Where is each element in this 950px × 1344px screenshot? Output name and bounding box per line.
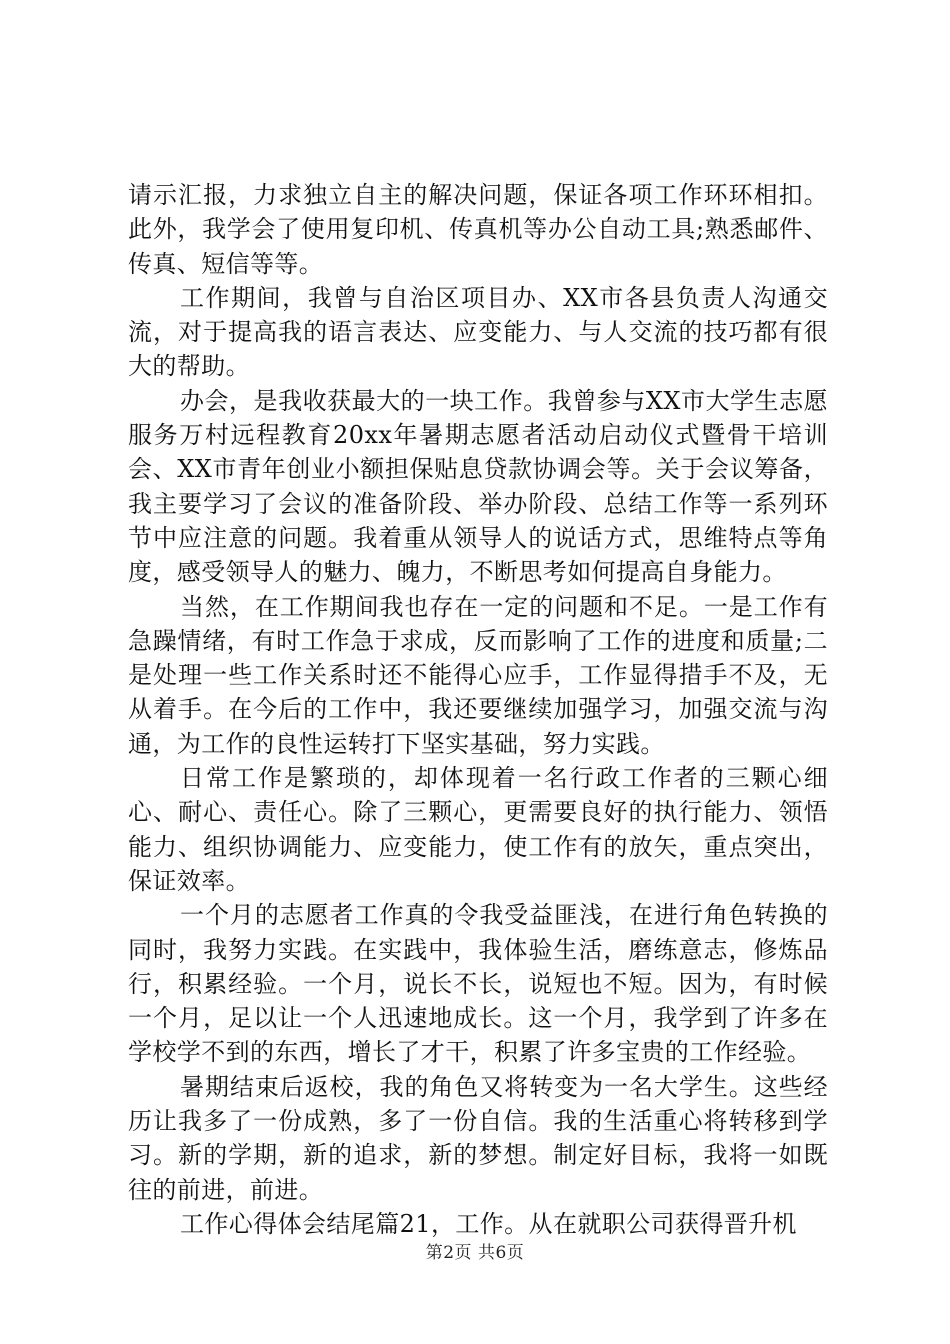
- document-body: [128, 178, 828, 1241]
- paragraph-1: 请示汇报，力求独立自主的解决问题，保证各项工作环环相扣。此外，我学会了使用复印机、传真机等办公自动工具;熟悉邮件、传真、短信等等。: [128, 181, 828, 278]
- paragraph-4: 当然，在工作期间我也存在一定的问题和不足。一是工作有急躁情绪，有时工作急于求成，反而影响了工作的进度和质量;二是处理一些工作关系时还不能得心应手，工作显得措手不及，无从着手。在今后的工作中，我还要继续加强学习，加强交流与沟通，为工作的良性运转打下坚实基础，努力实践。: [128, 592, 828, 758]
- paragraph-7: 暑期结束后返校，我的角色又将转变为一名大学生。这些经历让我多了一份成熟，多了一份自信。我的生活重心将转移到学习。新的学期，新的追求，新的梦想。制定好目标，我将一如既往的前进，前进。: [128, 1072, 828, 1204]
- paragraph-5: 日常工作是繁琐的，却体现着一名行政工作者的三颗心细心、耐心、责任心。除了三颗心，更需要良好的执行能力、领悟能力、组织协调能力、应变能力，使工作有的放矢，重点突出，保证效率。: [128, 764, 828, 895]
- paragraph-3: 办会，是我收获最大的一块工作。我曾参与XX市大学生志愿服务万村远程教育20xx年暑期志愿者活动启动仪式暨骨干培训会、XX市青年创业小额担保贴息贷款协调会等。关于会议筹备，我主要学习了会议的准备阶段、举办阶段、总结工作等一系列环节中应注意的问题。我着重从领导人的说话方式，思维特点等角度，感受领导人的魅力、魄力，不断思考如何提高自身能力。: [128, 386, 828, 587]
- paragraph-6: 一个月的志愿者工作真的令我受益匪浅，在进行角色转换的同时，我努力实践。在实践中，我体验生活，磨练意志，修炼品行，积累经验。一个月，说长不长，说短也不短。因为，有时候一个月，足以让一个人迅速地成长。这一个月，我学到了许多在学校学不到的东西，增长了才干，积累了许多宝贵的工作经验。: [128, 901, 828, 1067]
- page-number-footer: 第2页 共6页: [425, 1243, 525, 1263]
- paragraph-8: 工作心得体会结尾篇21，工作。从在就职公司获得晋升机: [180, 1209, 797, 1238]
- paragraph-2: 工作期间，我曾与自治区项目办、XX市各县负责人沟通交流，对于提高我的语言表达、应变能力、与人交流的技巧都有很大的帮助。: [128, 283, 828, 381]
